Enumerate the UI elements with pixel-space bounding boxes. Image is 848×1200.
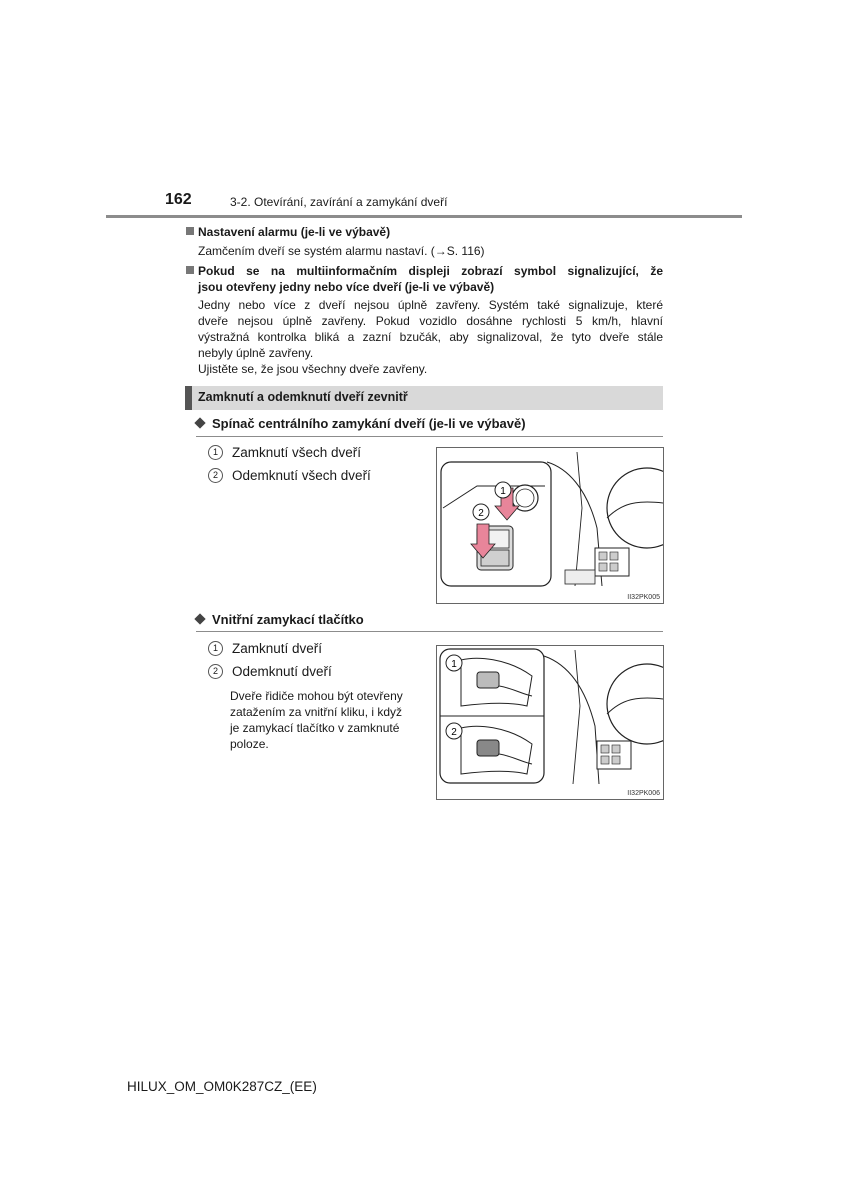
page-number: 162 <box>165 191 192 208</box>
list-item: 1 Zamknutí dveří <box>208 641 322 656</box>
diamond-bullet-icon <box>194 613 205 624</box>
list-item: 2 Odemknutí dveří <box>208 664 332 679</box>
central-switch-illustration <box>436 447 664 604</box>
inside-button-heading: Vnitřní zamykací tlačítko <box>196 612 364 627</box>
alarm-text: Zamčením dveří se systém alarmu nastaví. (→S. 116) <box>198 244 485 258</box>
number-circle: 1 <box>208 445 223 460</box>
lock-button-drawing <box>437 646 663 786</box>
svg-text:1: 1 <box>451 659 457 670</box>
svg-text:2: 2 <box>478 508 484 519</box>
illustration-code: II32PK006 <box>627 790 660 797</box>
subheading-divider <box>196 631 663 632</box>
open-doors-text: Jedny nebo více z dveří nejsou úplně zavřeny. Systém také signalizuje, které dveře nejsou úplně zavřeny. Pokud vozidlo dosáhne rychlosti 5 km/h, hlavní výstražná kontrolka bliká a zazní bzučák, aby signalizoval, že tyto dveře stále nebyly úplně zavřeny. Ujistěte se, že jsou všechny dveře zavřeny. <box>198 298 663 376</box>
inside-button-illustration <box>436 645 664 800</box>
number-circle: 1 <box>208 641 223 656</box>
square-bullet-icon <box>186 266 194 274</box>
section-title: 3-2. Otevírání, zavírání a zamykání dveří <box>230 195 448 209</box>
svg-text:1: 1 <box>500 486 506 497</box>
list-item: 1 Zamknutí všech dveří <box>208 445 361 460</box>
number-circle: 2 <box>208 664 223 679</box>
illustration-code: II32PK005 <box>627 594 660 601</box>
alarm-heading: Nastavení alarmu (je-li ve výbavě) <box>198 224 390 240</box>
square-bullet-icon <box>186 227 194 235</box>
band-title: Zamknutí a odemknutí dveří zevnitř <box>198 390 408 404</box>
number-circle: 2 <box>208 468 223 483</box>
door-switch-drawing <box>437 448 663 588</box>
band-accent-bar <box>185 386 192 410</box>
open-doors-heading: Pokud se na multiinformačním displeji zobrazí symbol signalizující, že jsou otevřeny jedny nebo více dveří (je-li ve výbavě) <box>198 263 663 295</box>
document-code: HILUX_OM_OM0K287CZ_(EE) <box>127 1079 317 1094</box>
diamond-bullet-icon <box>194 417 205 428</box>
driver-door-note: Dveře řidiče mohou být otevřeny zatažením za vnitřní kliku, i když je zamykací tlačítko v zamknuté poloze. <box>230 689 403 751</box>
subheading-divider <box>196 436 663 437</box>
list-item: 2 Odemknutí všech dveří <box>208 468 371 483</box>
header-divider <box>106 215 742 218</box>
section-band <box>185 386 663 410</box>
central-switch-heading: Spínač centrálního zamykání dveří (je-li ve výbavě) <box>196 416 526 431</box>
svg-text:2: 2 <box>451 727 457 738</box>
